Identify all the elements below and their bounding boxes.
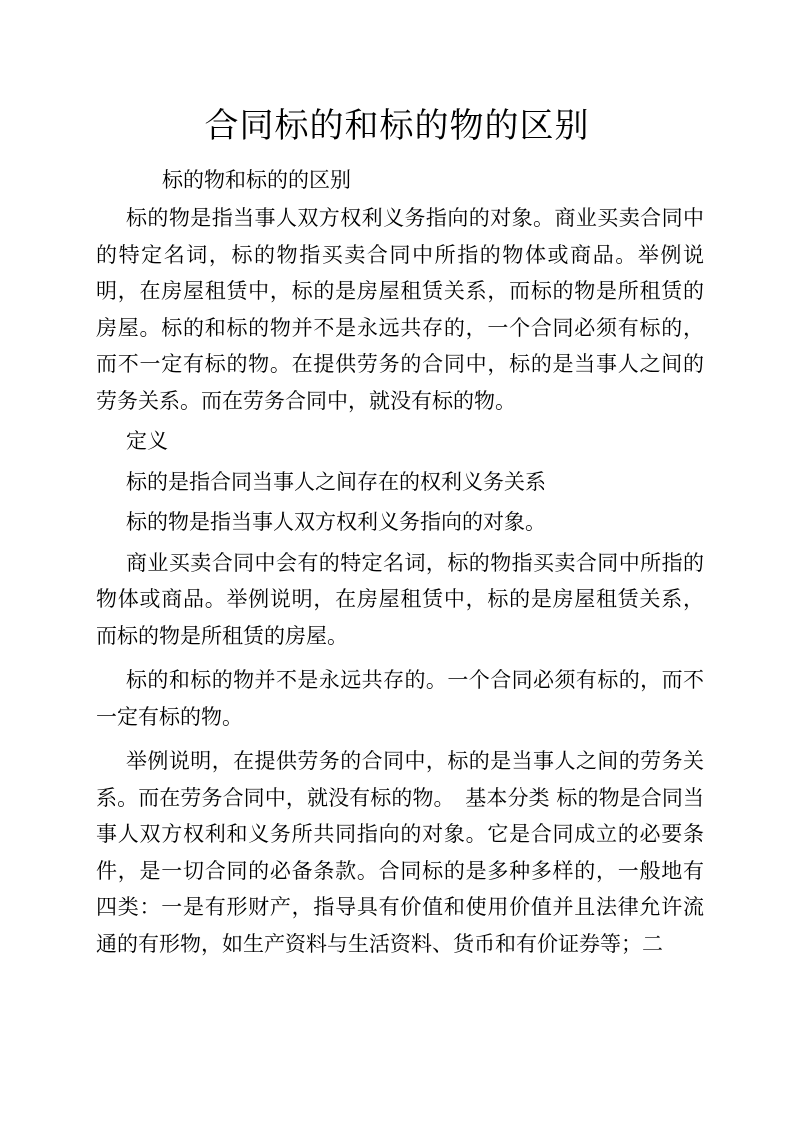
document-body — [96, 200, 704, 972]
paragraph-definition-subject: 标的是指合同当事人之间存在的权利义务关系 — [126, 469, 546, 494]
paragraph-commercial: 商业买卖合同中会有的特定名词，标的物指买卖合同中所指的物体或商品。举例说明，在房屋租赁中，标的是房屋租赁关系，而标的物是所租赁的房屋。 — [96, 550, 704, 648]
paragraph-coexistence: 标的和标的物并不是永远共存的。一个合同必须有标的，而不一定有标的物。 — [96, 668, 704, 729]
document-title: 合同标的和标的物的区别 — [204, 106, 590, 146]
paragraph-classification: 举例说明，在提供劳务的合同中，标的是当事人之间的劳务关系。而在劳务合同中，就没有标的物。 基本分类 标的物是合同当事人双方权利和义务所共同指向的对象。它是合同成立的必要条件，是一切合同的必备条款。合同标的是多种多样的，一般地有四类：一是有形财产，指导具有价值和使用价值并且法律允许流通的有形物，如生产资料与生活资料、货币和有价证券等；二 — [96, 749, 704, 956]
paragraph-definition-heading: 定义 — [126, 429, 168, 453]
paragraph-intro: 标的物是指当事人双方权利义务指向的对象。商业买卖合同中的特定名词，标的物指买卖合同中所指的物体或商品。举例说明，在房屋租赁中，标的是房屋租赁关系，而标的物是所租赁的房屋。标的和标的物并不是永远共存的，一个合同必须有标的，而不一定有标的物。在提供劳务的合同中，标的是当事人之间的劳务关系。而在劳务合同中，就没有标的物。 — [96, 206, 704, 413]
document-subtitle: 标的物和标的的区别 — [162, 168, 351, 192]
paragraph-definition-object: 标的物是指当事人双方权利义务指向的对象。 — [126, 510, 546, 534]
